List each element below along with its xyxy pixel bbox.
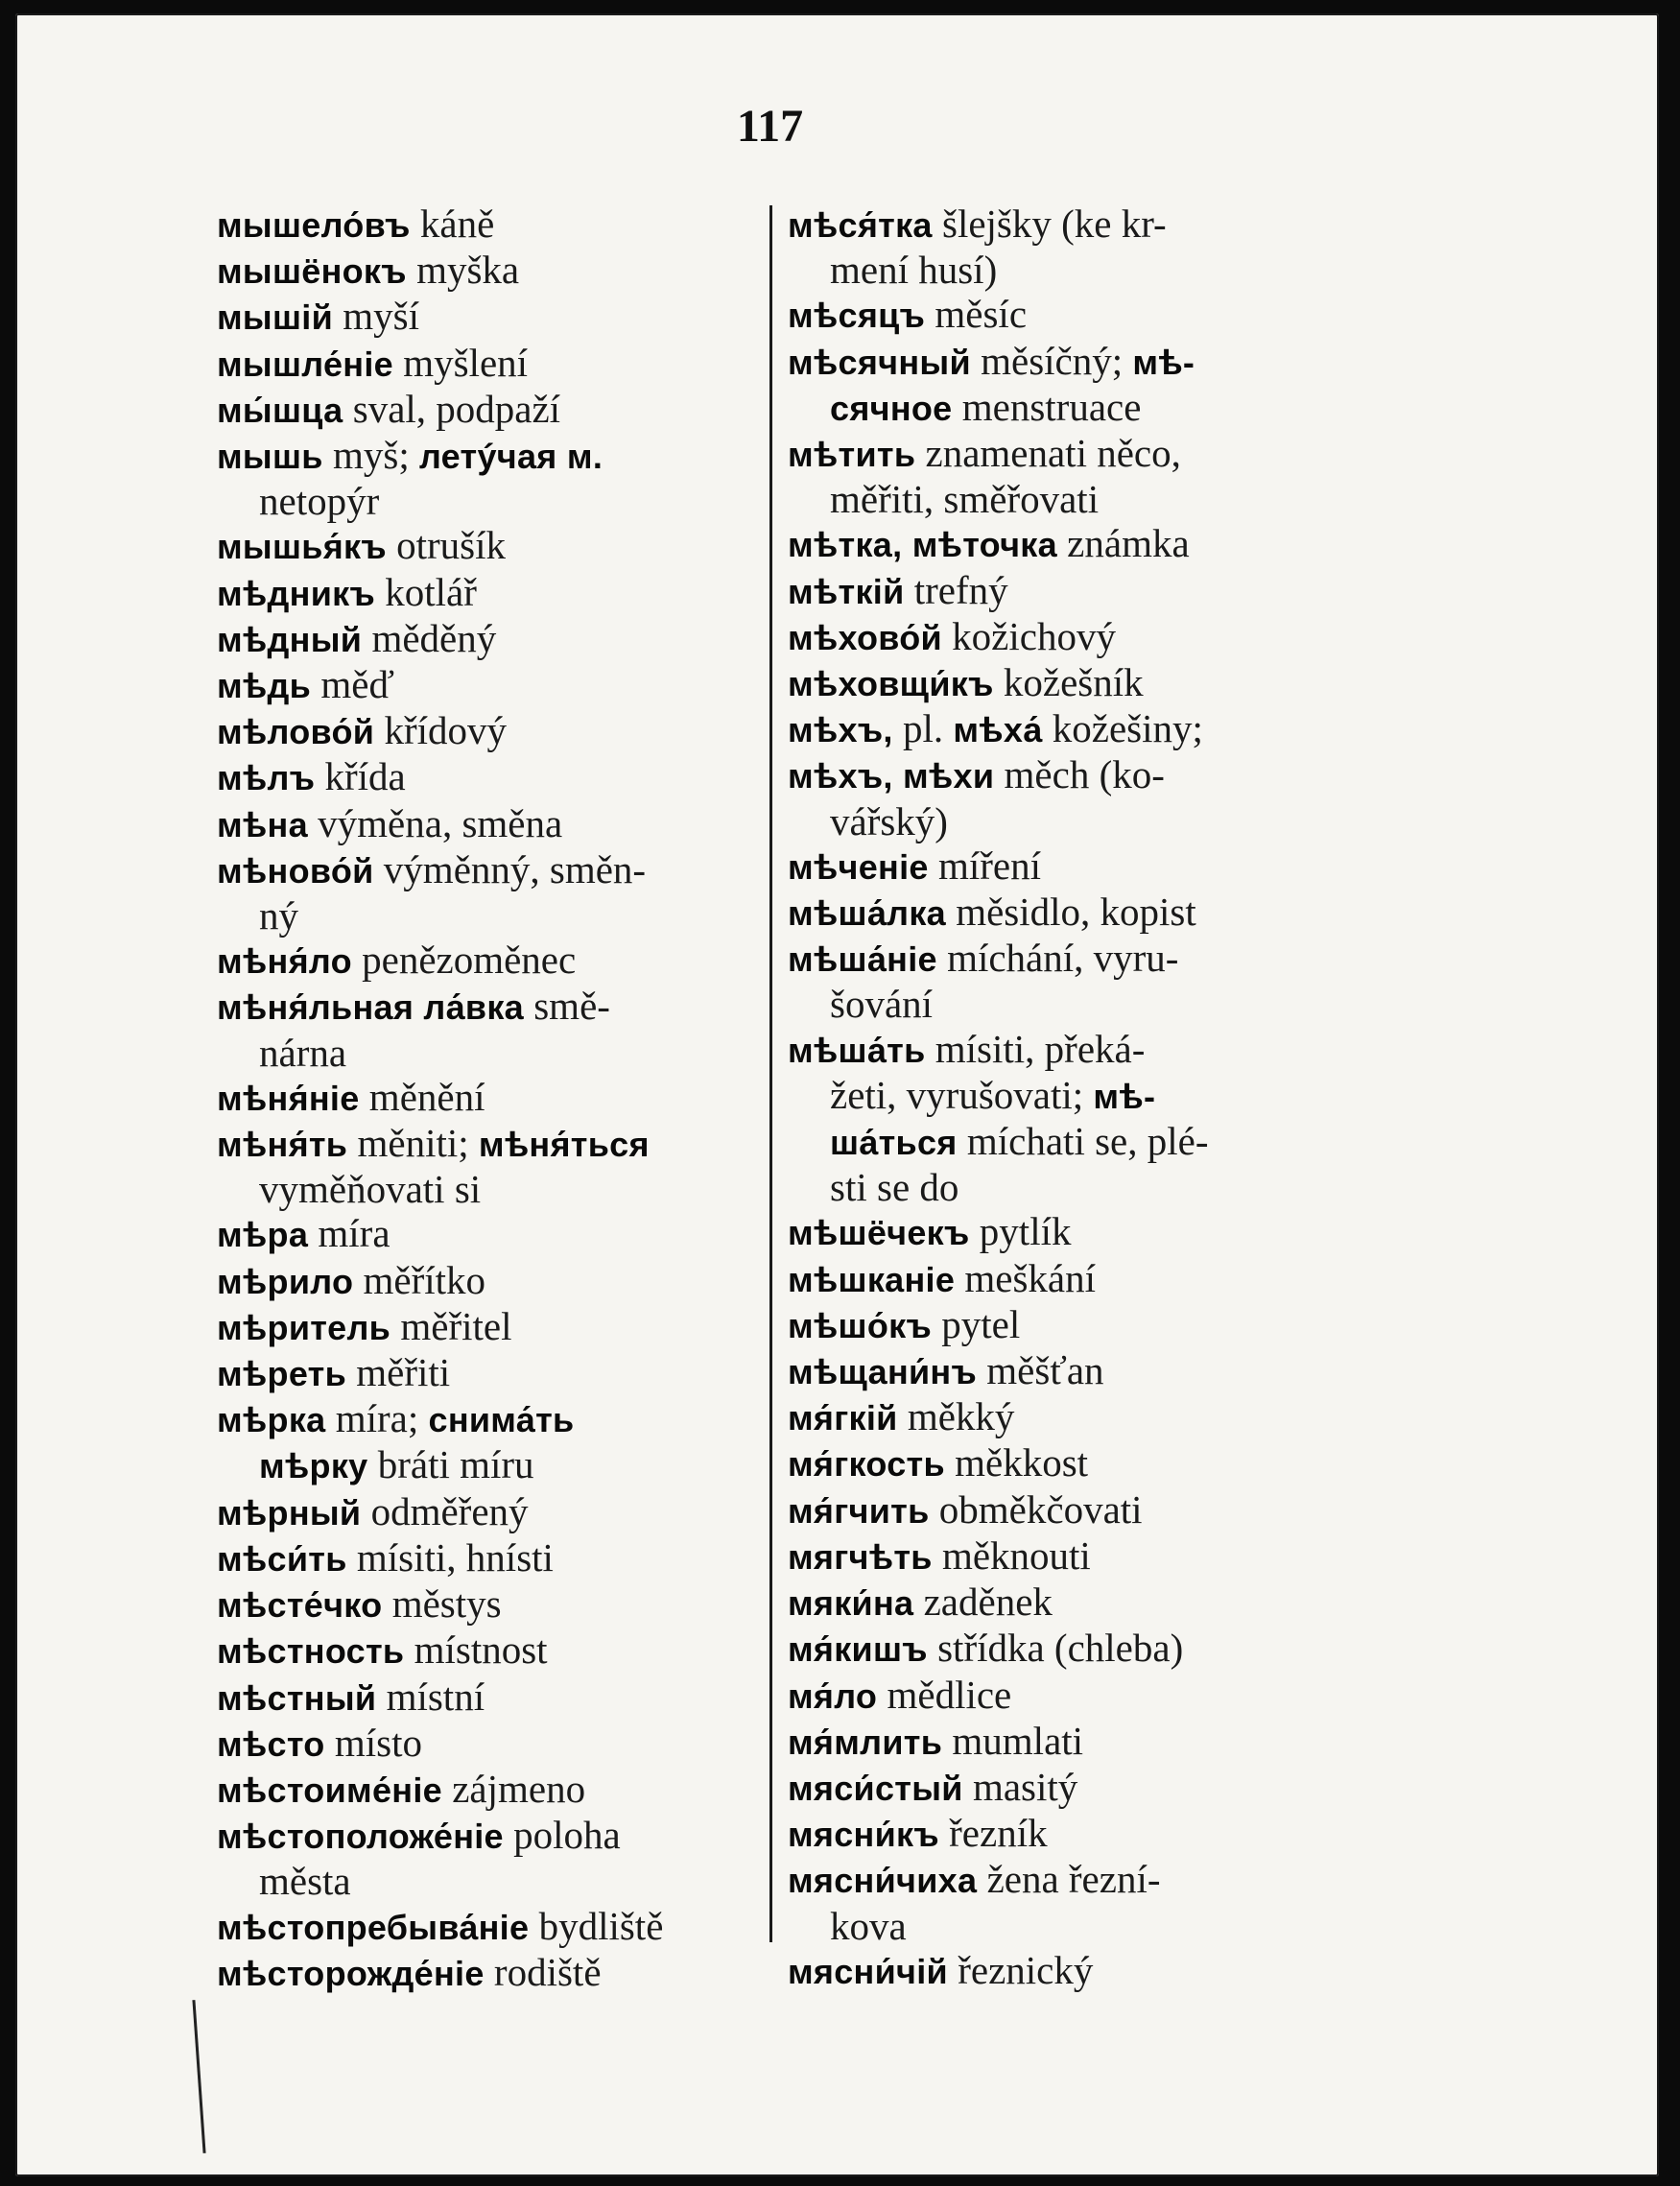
dictionary-entry [217, 616, 764, 662]
entry-continuation [788, 982, 1339, 1026]
headword: мѣня́ло [217, 941, 352, 982]
headword: мѣ- [1132, 342, 1195, 382]
entry-continuation [788, 1165, 1339, 1209]
dictionary-entry [217, 1535, 764, 1581]
dictionary-entry [217, 754, 764, 800]
headword: мѣлово́й [217, 712, 375, 752]
dictionary-entry [217, 1904, 764, 1950]
dictionary-entry [217, 984, 764, 1030]
entry-continuation [788, 1119, 1339, 1165]
translation: místní [386, 1674, 485, 1719]
translation: mísiti, překá- [935, 1026, 1146, 1071]
entry-continuation [217, 479, 764, 523]
dictionary-entry [217, 801, 764, 847]
headword: мѣша́ніе [788, 939, 937, 980]
translation: křída [324, 754, 406, 799]
dictionary-entry [217, 294, 764, 340]
translation: měřitel [400, 1303, 512, 1348]
translation: měch (ko- [1004, 752, 1165, 797]
translation: místnost [414, 1628, 548, 1673]
dictionary-entry [217, 1211, 764, 1257]
translation: penězoměnec [362, 938, 577, 983]
dictionary-entry [788, 1256, 1339, 1302]
headword: мѣшёчекъ [788, 1213, 970, 1253]
dictionary-entry [217, 433, 764, 479]
headword: мѣтить [788, 435, 916, 475]
dictionary-entry [217, 202, 764, 248]
translation: menstruace [961, 384, 1142, 429]
translation: poloha [513, 1813, 621, 1858]
headword: мѣрный [217, 1492, 362, 1533]
headword: мя́гкость [788, 1444, 945, 1485]
translation: kožichový [952, 613, 1116, 658]
translation: míra; [335, 1396, 419, 1441]
dictionary-entry [217, 847, 764, 893]
dictionary-entry [788, 1719, 1339, 1765]
entry-continuation [788, 477, 1339, 521]
entry-continuation [217, 1442, 764, 1488]
translation: znamenati něco, [925, 431, 1181, 476]
dictionary-entry [788, 1811, 1339, 1857]
dictionary-entry [788, 1487, 1339, 1533]
dictionary-entry [788, 1394, 1339, 1440]
dictionary-entry [217, 1675, 764, 1721]
entry-continuation [788, 799, 1339, 844]
dictionary-entry [217, 1950, 764, 1996]
dictionary-entry [788, 1533, 1339, 1580]
dictionary-entry [217, 708, 764, 754]
headword: мѣритель [217, 1307, 391, 1347]
headword: мѣстоположе́ніе [217, 1817, 504, 1857]
translation: měděný [371, 615, 497, 660]
dictionary-entry [788, 521, 1339, 567]
translation: vyměňovati si [259, 1167, 482, 1212]
headword: мѣстность [217, 1631, 405, 1672]
entry-continuation [788, 385, 1339, 431]
translation: bydliště [538, 1903, 664, 1948]
headword: мѣня́ніе [217, 1078, 360, 1118]
translation: místo [334, 1720, 422, 1765]
headword: мясни́чиха [788, 1861, 978, 1901]
translation: města [259, 1859, 351, 1904]
translation: měnění [368, 1074, 485, 1119]
dictionary-entry [788, 1673, 1339, 1719]
entry-continuation [788, 248, 1339, 292]
translation: bráti míru [377, 1442, 534, 1487]
headword: мѣстный [217, 1677, 377, 1718]
dictionary-entry [788, 339, 1339, 385]
translation: sti se do [830, 1165, 959, 1210]
headword: мѣха́ [953, 710, 1043, 750]
headword: мѣра [217, 1215, 309, 1255]
dictionary-entry [788, 1302, 1339, 1348]
translation: zájmeno [452, 1766, 586, 1811]
headword: мѣня́льная [217, 987, 414, 1028]
headword: мя́кишъ [788, 1629, 928, 1670]
headword: мѣ- [1093, 1076, 1156, 1116]
entry-continuation [217, 1031, 764, 1075]
headword: мѣстопребыва́ніе [217, 1907, 530, 1947]
translation: nárna [259, 1030, 347, 1075]
dictionary-entry [217, 570, 764, 616]
dictionary-entry [217, 1121, 764, 1167]
headword: мѣченіе [788, 846, 929, 887]
dictionary-entry [217, 1721, 764, 1767]
translation: měřítko [363, 1257, 486, 1302]
dictionary-entry [788, 844, 1339, 890]
dictionary-entry [788, 431, 1339, 477]
headword: летýчая м. [418, 437, 603, 477]
headword: мѣткій [788, 571, 905, 611]
translation: sval, podpaží [352, 386, 561, 431]
headword: мяки́на [788, 1583, 914, 1624]
headword: мѣня́ть [217, 1125, 348, 1165]
translation: mení husí) [830, 248, 998, 293]
translation: měsidlo, kopist [956, 890, 1196, 935]
headword: мышёнокъ [217, 251, 407, 292]
dictionary-entry [788, 568, 1339, 614]
translation: kova [830, 1903, 907, 1948]
translation: pl. [902, 706, 944, 751]
dictionary-entry [788, 1580, 1339, 1626]
headword: мѣщани́нъ [788, 1352, 978, 1392]
dictionary-entry [788, 1857, 1339, 1903]
translation: měkký [907, 1394, 1015, 1439]
dictionary-entry [217, 1581, 764, 1628]
headword: мѣхъ, [788, 710, 893, 750]
dictionary-entry [788, 292, 1339, 338]
translation: rodiště [493, 1949, 602, 1994]
headword: мя́гкій [788, 1398, 898, 1438]
headword: мышья́къ [217, 527, 387, 567]
headword: мѣтка, мѣточка [788, 525, 1057, 565]
dictionary-entry [788, 1209, 1339, 1255]
entry-continuation [217, 1859, 764, 1903]
translation: měknouti [941, 1533, 1091, 1578]
dictionary-entry [217, 248, 764, 294]
translation: masitý [972, 1764, 1078, 1809]
translation: měniti; [357, 1121, 469, 1166]
headword: мя́млить [788, 1722, 943, 1762]
dictionary-entry [217, 341, 764, 387]
headword: мѣдь [217, 666, 312, 706]
dictionary-entry [217, 1075, 764, 1121]
headword: мѣлъ [217, 758, 316, 798]
translation: řezník [949, 1811, 1048, 1856]
headword: мѣховщи́къ [788, 664, 994, 704]
translation: mědlice [887, 1672, 1012, 1717]
translation: odměřený [370, 1488, 529, 1533]
translation: žena řezní- [986, 1857, 1161, 1902]
dictionary-entry [788, 202, 1339, 248]
dictionary-entry [217, 1258, 764, 1304]
translation: řeznický [958, 1947, 1094, 1992]
headword: мя́гчить [788, 1490, 930, 1531]
translation: myš; [332, 433, 410, 478]
translation: šlejšky (ke kr- [941, 202, 1167, 246]
translation: otrušík [396, 523, 507, 568]
headword: мышело́въ [217, 205, 411, 245]
headword: мягчѣть [788, 1536, 933, 1577]
headword: мышь [217, 437, 323, 477]
dictionary-entry [788, 706, 1339, 752]
headword: мѣхово́й [788, 617, 942, 657]
translation: obměkčovati [938, 1486, 1143, 1532]
translation: měsíčný; [981, 338, 1124, 383]
headword: ша́ться [830, 1123, 958, 1163]
translation: netopýr [259, 479, 380, 524]
column-divider [769, 205, 772, 1942]
translation: výměna, směna [318, 800, 563, 845]
headword: мышле́ніе [217, 344, 393, 384]
translation: kotlář [385, 569, 477, 614]
headword: мѣсторожде́ніе [217, 1953, 485, 1993]
dictionary-entry [217, 1813, 764, 1859]
entry-continuation [788, 1904, 1339, 1948]
headword: сячное [830, 388, 953, 428]
headword: мя́ло [788, 1675, 878, 1716]
dictionary-entry [788, 1027, 1339, 1073]
headword: мѣсяцъ [788, 296, 926, 336]
headword: мѣрка [217, 1400, 326, 1440]
dictionary-page [15, 13, 1659, 2176]
translation: měřiti, směřovati [830, 477, 1100, 522]
page-number: 117 [736, 101, 804, 152]
translation: šování [830, 982, 934, 1027]
headword: мѣново́й [217, 850, 374, 891]
dictionary-entry [217, 387, 764, 433]
translation: smě- [533, 984, 610, 1029]
translation: mísiti, hnísti [356, 1534, 554, 1580]
headword: мѣрило [217, 1261, 354, 1301]
headword: мѣся́тка [788, 205, 933, 245]
headword: снима́ть [428, 1400, 575, 1440]
dictionary-entry [788, 660, 1339, 706]
headword: мѣрку [259, 1446, 368, 1486]
headword: мы́шца [217, 390, 343, 430]
dictionary-entry [217, 1350, 764, 1396]
dictionary-entry [788, 1948, 1339, 1994]
translation: pytel [941, 1301, 1021, 1346]
translation: kožešiny; [1052, 706, 1203, 751]
dictionary-entry [788, 1348, 1339, 1394]
translation: trefný [913, 567, 1008, 612]
translation: měď [320, 662, 394, 707]
dictionary-entry [217, 938, 764, 984]
dictionary-entry [217, 1489, 764, 1535]
translation: měřiti [356, 1350, 451, 1395]
translation: křídový [384, 708, 507, 753]
translation: známka [1067, 521, 1190, 566]
dictionary-entry [788, 614, 1339, 660]
translation: meškání [964, 1255, 1097, 1300]
translation: míra [318, 1211, 390, 1256]
headword: мѣсячный [788, 342, 971, 382]
translation: městys [391, 1581, 502, 1627]
left-column [217, 202, 764, 1996]
headword: мясни́чій [788, 1951, 948, 1991]
translation: výměnný, směn- [383, 846, 647, 891]
right-column [788, 202, 1339, 1994]
translation: měsíc [935, 292, 1028, 337]
translation: míchati se, plé- [966, 1119, 1209, 1164]
translation: měšťan [986, 1348, 1104, 1393]
headword: мяси́стый [788, 1768, 963, 1808]
dictionary-entry [788, 1440, 1339, 1486]
headword: мѣси́ть [217, 1538, 347, 1579]
headword: мѣдникъ [217, 573, 376, 613]
translation: kožešník [1003, 660, 1144, 705]
dictionary-entry [788, 752, 1339, 798]
headword: ла́вка [423, 987, 524, 1028]
translation: myška [416, 248, 520, 293]
dictionary-entry [217, 523, 764, 569]
entry-continuation [217, 893, 764, 938]
headword: мѣсто [217, 1723, 325, 1764]
headword: мѣреть [217, 1354, 347, 1394]
dictionary-entry [788, 890, 1339, 936]
headword: мѣня́ться [478, 1125, 650, 1165]
translation: žeti, vyrušovati; [830, 1072, 1084, 1117]
translation: zaděnek [923, 1580, 1053, 1625]
translation: míchání, vyru- [947, 936, 1179, 981]
headword: мышій [217, 297, 334, 338]
headword: мѣшканіе [788, 1259, 956, 1299]
entry-continuation [788, 1073, 1339, 1119]
dictionary-entry [217, 1767, 764, 1813]
dictionary-entry [217, 1304, 764, 1350]
dictionary-entry [217, 1396, 764, 1442]
translation: myšlení [403, 340, 529, 385]
translation: střídka (chleba) [937, 1626, 1184, 1671]
translation: myší [343, 294, 420, 339]
headword: мѣша́лка [788, 893, 946, 934]
dictionary-entry [788, 936, 1339, 982]
translation: míření [937, 843, 1041, 888]
entry-continuation [217, 1167, 764, 1211]
translation: ný [259, 893, 298, 939]
dictionary-entry [217, 1628, 764, 1674]
dictionary-entry [788, 1626, 1339, 1672]
translation: pytlík [979, 1209, 1072, 1254]
translation: vářský) [830, 798, 948, 844]
headword: мѣдный [217, 619, 363, 659]
headword: мѣшо́къ [788, 1305, 932, 1345]
headword: мясни́къ [788, 1815, 939, 1855]
binding-mark [192, 2000, 205, 2153]
headword: мѣстоиме́ніе [217, 1770, 442, 1810]
translation: mumlati [952, 1718, 1084, 1763]
headword: мѣхъ, мѣхи [788, 756, 995, 796]
dictionary-entry [217, 662, 764, 708]
headword: мѣна [217, 804, 308, 844]
dictionary-entry [788, 1765, 1339, 1811]
translation: měkkost [955, 1440, 1089, 1485]
headword: мѣша́ть [788, 1030, 926, 1070]
headword: мѣсте́чко [217, 1585, 383, 1626]
translation: káně [419, 202, 495, 246]
